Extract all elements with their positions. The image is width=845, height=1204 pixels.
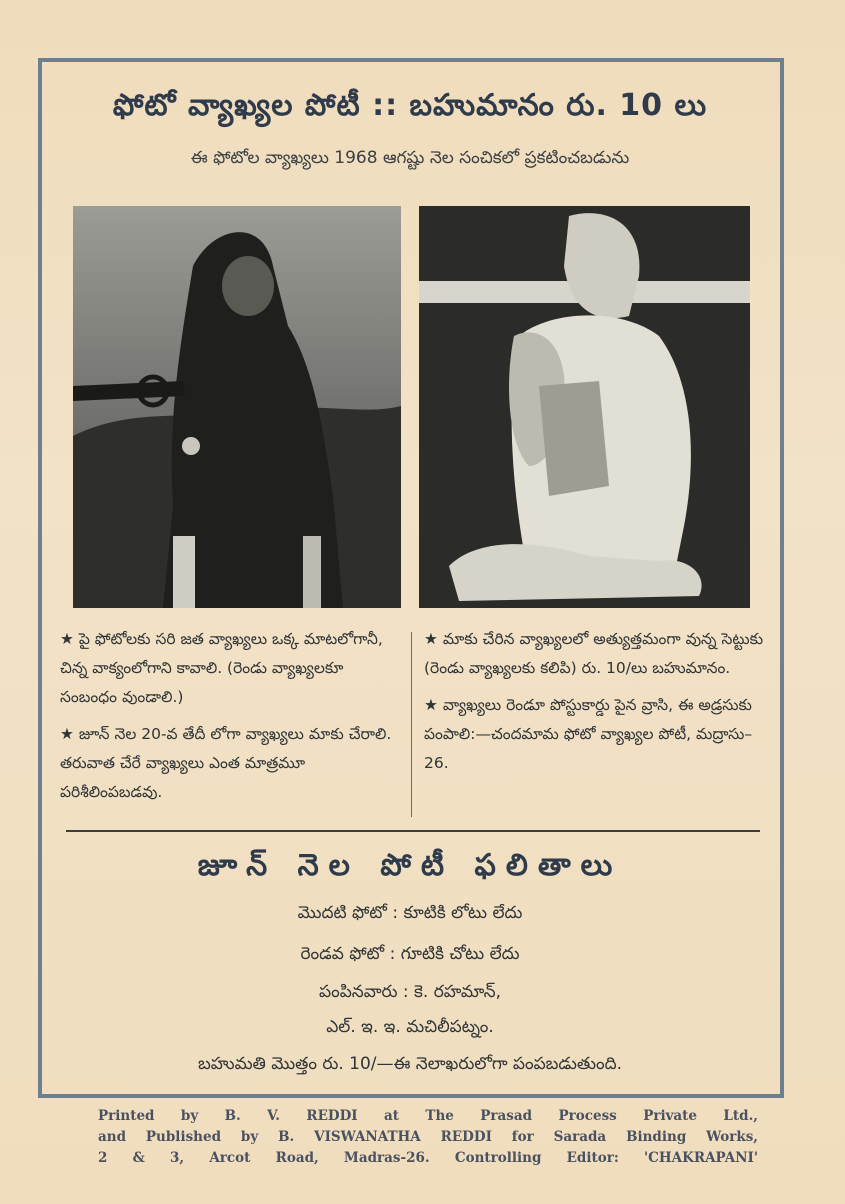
imprint-line-3: 2 & 3, Arcot Road, Madras-26. Controlling Editor: 'CHAKRAPANI'	[98, 1150, 758, 1166]
result-second-photo: రెండవ ఫోటో : గూటికి చోటు లేదు	[300, 944, 520, 964]
publisher-imprint	[98, 1106, 758, 1169]
photo-first-image	[73, 206, 401, 608]
imprint-line-1: Printed by B. V. REDDI at The Prasad Process Private Ltd.,	[98, 1108, 758, 1124]
contest-rules-left	[60, 625, 405, 815]
contest-title: ఫోటో వ్యాఖ్యల పోటీ :: బహుమానం రు. 10 లు	[112, 88, 708, 123]
results-title: జూన్ నెల పోటీ ఫలితాలు	[197, 848, 623, 883]
column-divider	[411, 632, 412, 817]
result-sender: పంపినవారు : కె. రహమాన్,	[318, 982, 501, 1002]
rule-item: ★ జూన్ నెల 20-వ తేదీ లోగా వ్యాఖ్యలు మాకు చేరాలి. తరువాత చేరే వ్యాఖ్యలు ఎంత మాత్రమూ పరిశీలింపబడవు.	[60, 725, 392, 801]
imprint-line-2: and Published by B. VISWANATHA REDDI for Sarada Binding Works,	[98, 1129, 758, 1145]
result-first-photo: మొదటి ఫోటో : కూటికి లోటు లేదు	[297, 903, 523, 923]
result-prize-note: బహుమతి మొత్తం రు. 10/—ఈ నెలాఖరులోగా పంపబడుతుంది.	[197, 1054, 623, 1074]
rule-item: ★ పై ఫోటోలకు సరి జత వ్యాఖ్యలు ఒక్క మాటలోగానీ, చిన్న వాక్యంలోగాని కావాలి. (రెండు వ్యాఖ్యలకూ సంబంధం వుండాలి.)	[60, 630, 383, 706]
photo-second-image	[419, 206, 750, 608]
rule-item: ★ వ్యాఖ్యలు రెండూ పోస్టుకార్డు పైన వ్రాసి, ఈ అడ్రసుకు పంపాలి:—చందమామ ఫోటో వ్యాఖ్యల పోటీ, మద్రాసు–26.	[424, 696, 753, 772]
section-divider	[66, 830, 760, 832]
contest-rules-right	[424, 625, 774, 786]
contest-subtitle: ఈ ఫోటోల వ్యాఖ్యలు 1968 ఆగష్టు నెల సంచికలో ప్రకటించబడును	[190, 148, 630, 168]
result-address: ఎల్. ఇ. ఇ. మచిలీపట్నం.	[326, 1017, 494, 1037]
contest-photo-second	[419, 206, 750, 608]
rule-item: ★ మాకు చేరిన వ్యాఖ్యలలో అత్యుత్తమంగా వున్న సెట్టుకు (రెండు వ్యాఖ్యలకు కలిపి) రు. 10/లు బహుమానం.	[424, 630, 764, 677]
contest-photo-first	[73, 206, 401, 608]
